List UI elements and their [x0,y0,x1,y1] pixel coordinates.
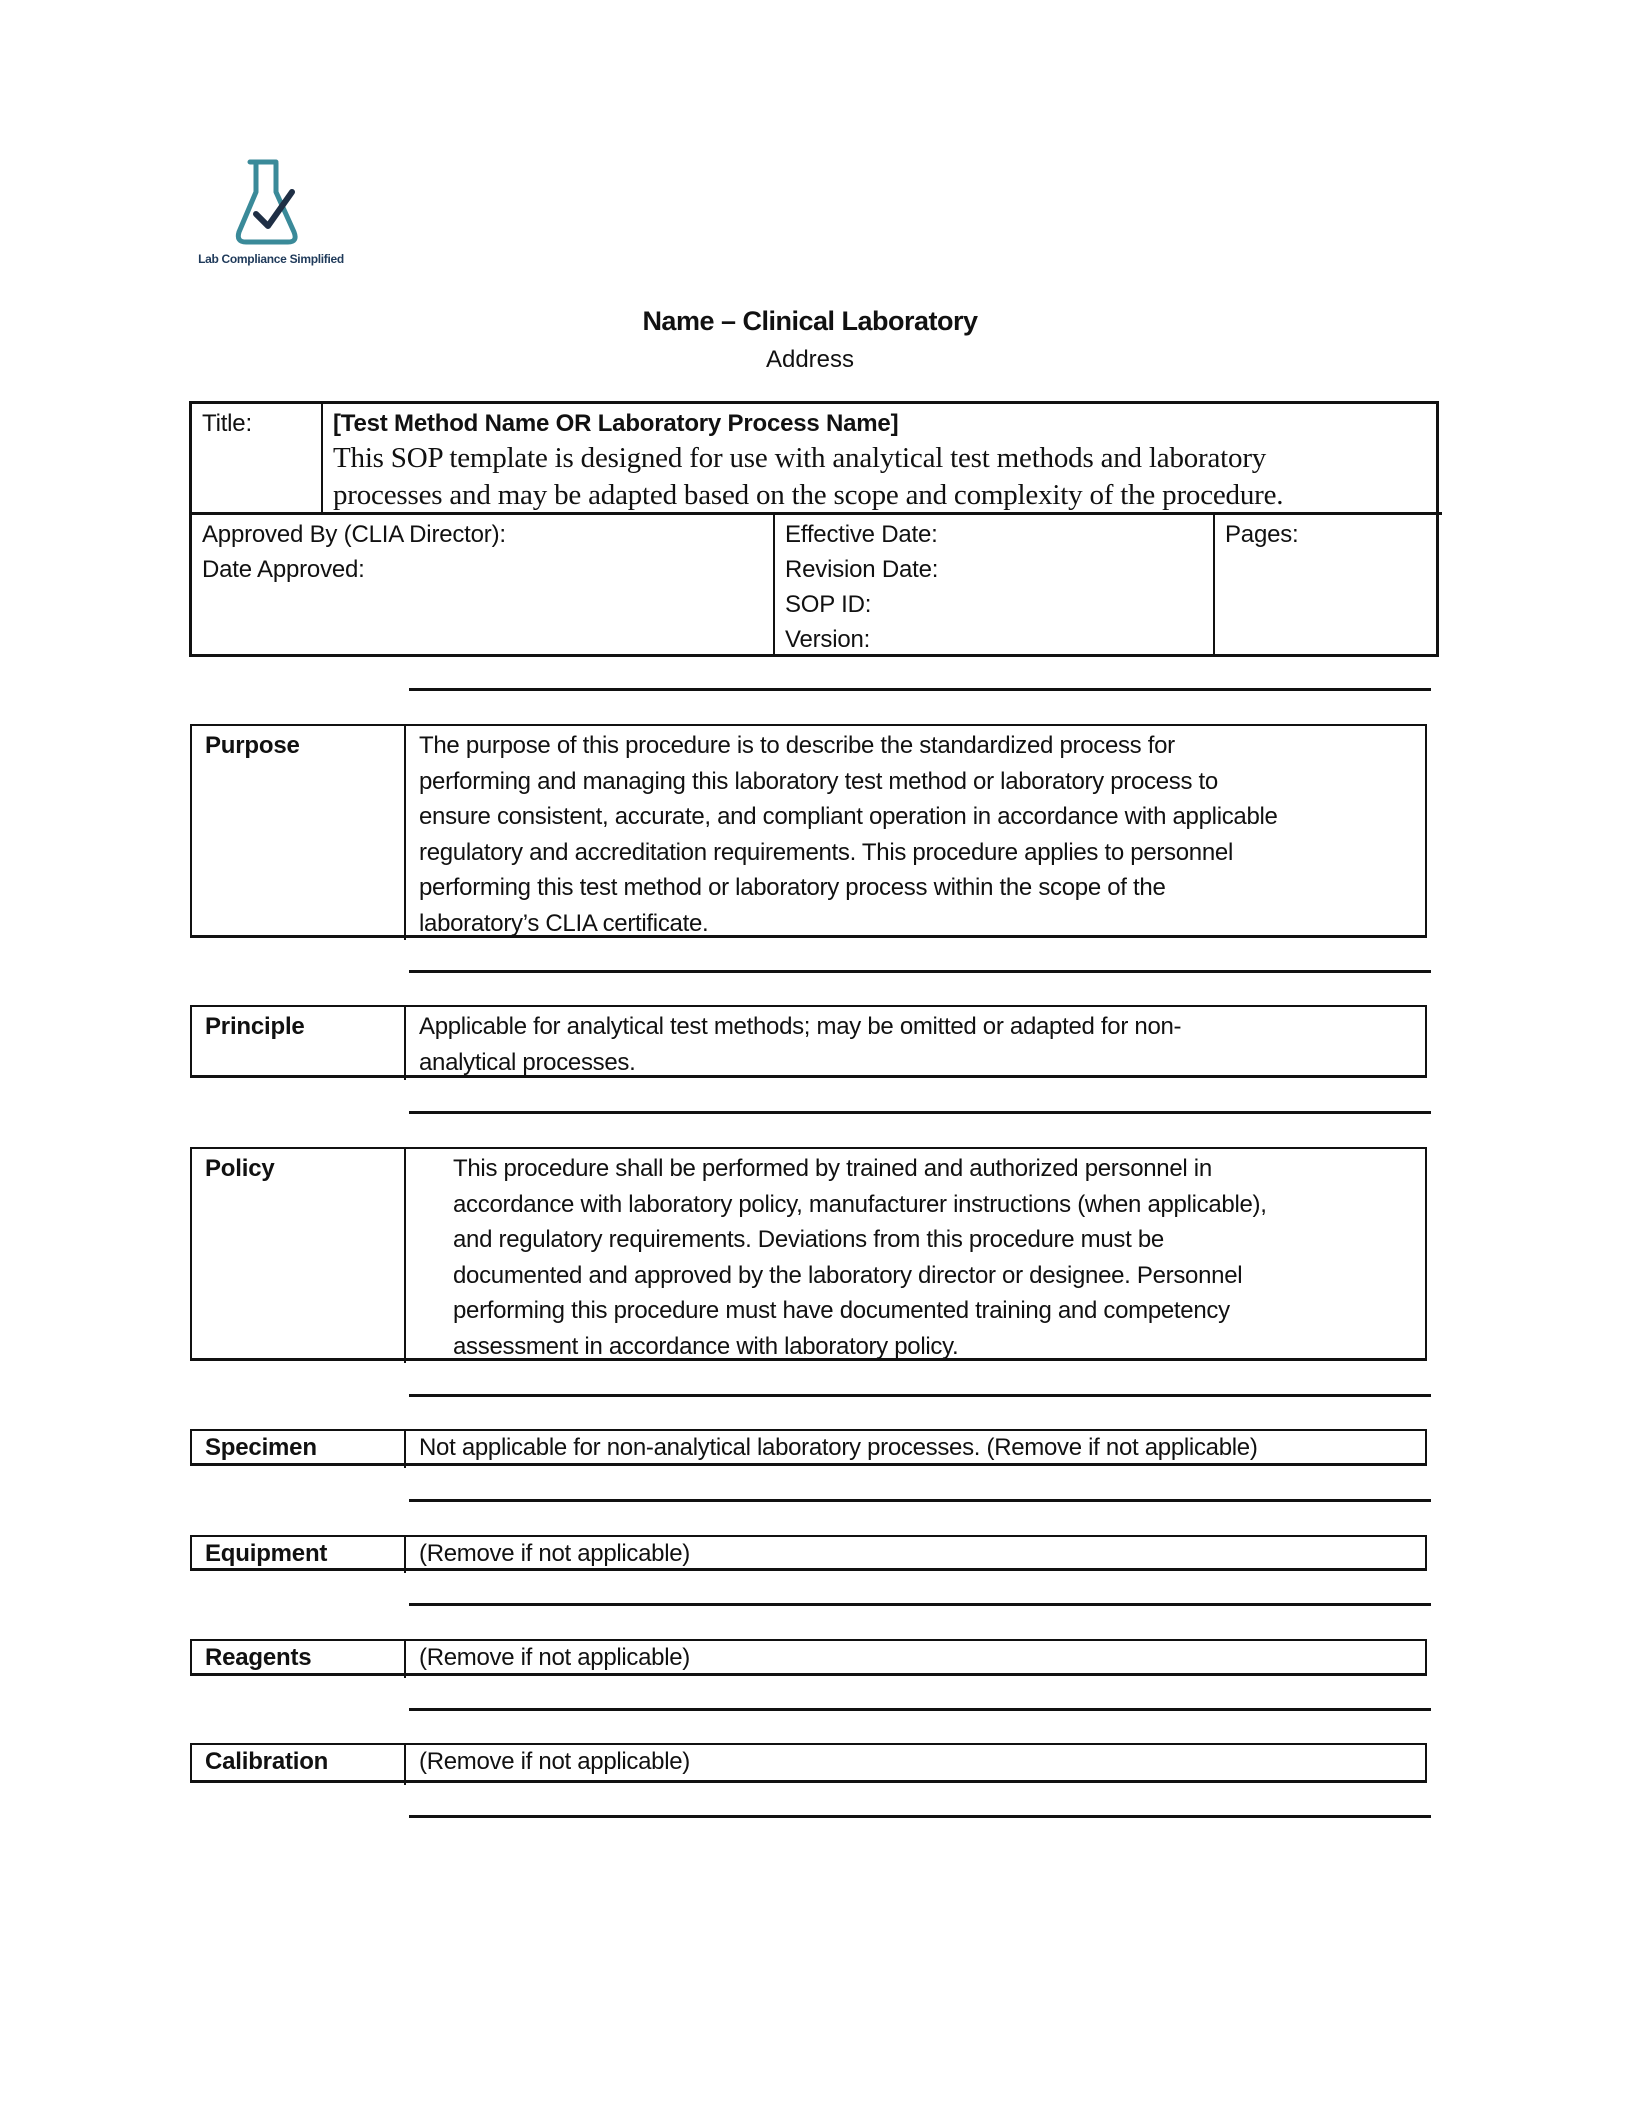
divider-line [409,1603,1431,1606]
text-line: analytical processes. [419,1048,636,1076]
divider-line [409,1815,1431,1818]
section-principle-text[interactable] [419,1009,1181,1080]
section-calibration-table [190,1743,1427,1783]
version-label: Version: [785,626,871,653]
text-line: (Remove if not applicable) [419,1644,691,1671]
section-label: Calibration [205,1748,329,1775]
section-label: Equipment [205,1540,328,1567]
effective-date-label: Effective Date: [785,521,938,548]
text-line: (Remove if not applicable) [419,1540,691,1567]
title-label: Title: [202,410,252,437]
text-line: accordance with laboratory policy, manufacturer instructions (when applicable), [453,1190,1267,1218]
sop-id-label: SOP ID: [785,591,872,618]
text-line: (Remove if not applicable) [419,1748,691,1775]
title-description-line: processes and may be adapted based on the scope and complexity of the procedure. [333,479,1284,511]
section-equipment-table [190,1535,1427,1571]
sop-info-table [189,401,1439,657]
text-line: ensure consistent, accurate, and compliant operation in accordance with applicable [419,803,1278,830]
divider-line [409,970,1431,973]
text-line: Not applicable for non-analytical laboratory processes. (Remove if not applicable) [419,1434,1258,1461]
text-line: and regulatory requirements. Deviations from this procedure must be [453,1226,1164,1253]
text-line: The purpose of this procedure is to describe the standardized process for [419,732,1175,759]
pages-label: Pages: [1225,521,1299,548]
divider-line [409,688,1431,691]
section-policy-text[interactable] [453,1151,1267,1364]
text-line: assessment in accordance with laboratory policy. [453,1332,959,1360]
divider-line [409,1499,1431,1502]
column-divider [404,1149,406,1363]
column-divider [404,1537,406,1573]
section-equipment-text[interactable] [419,1536,690,1572]
section-label: Policy [205,1155,275,1182]
section-purpose-text[interactable] [419,728,1278,941]
column-divider [404,1431,406,1468]
approved-by-label: Approved By (CLIA Director): [202,521,506,548]
text-line: documented and approved by the laboratory director or designee. Personnel [453,1261,1243,1289]
divider-line [409,1708,1431,1711]
text-line: regulatory and accreditation requirements. This procedure applies to personnel [419,838,1233,866]
title-description [333,440,1283,514]
flask-check-icon [228,158,318,250]
column-divider [404,1641,406,1678]
section-specimen-text[interactable] [419,1430,1258,1466]
section-specimen-table [190,1429,1427,1466]
column-divider [404,1007,406,1080]
section-policy-table [190,1147,1427,1361]
lab-name-title: Name – Clinical Laboratory [642,306,978,336]
column-divider [404,1745,406,1785]
date-approved-label: Date Approved: [202,556,365,583]
text-line: performing and managing this laboratory test method or laboratory process to [419,767,1218,795]
text-line: performing this test method or laboratory process within the scope of the [419,874,1166,901]
divider-line [409,1111,1431,1114]
section-purpose-table [190,724,1427,938]
section-calibration-text[interactable] [419,1744,690,1780]
text-line: This procedure shall be performed by trained and authorized personnel in [453,1155,1212,1182]
divider-line [409,1394,1431,1397]
title-description-line: This SOP template is designed for use with analytical test methods and laboratory [333,442,1267,474]
logo-tagline: Lab Compliance Simplified [198,252,344,266]
section-reagents-table [190,1639,1427,1676]
column-divider [404,726,406,940]
section-reagents-text[interactable] [419,1640,690,1676]
section-label: Purpose [205,732,300,759]
revision-date-label: Revision Date: [785,556,939,583]
section-principle-table [190,1005,1427,1078]
logo [228,158,318,250]
text-line: laboratory’s CLIA certificate. [419,909,709,937]
sop-title-value[interactable]: [Test Method Name OR Laboratory Process Name] [333,410,899,437]
text-line: Applicable for analytical test methods; may be omitted or adapted for non- [419,1013,1182,1040]
lab-address: Address [765,346,855,373]
section-label: Principle [205,1013,305,1040]
text-line: performing this procedure must have documented training and competency [453,1297,1230,1324]
section-label: Reagents [205,1644,312,1671]
section-label: Specimen [205,1434,317,1461]
